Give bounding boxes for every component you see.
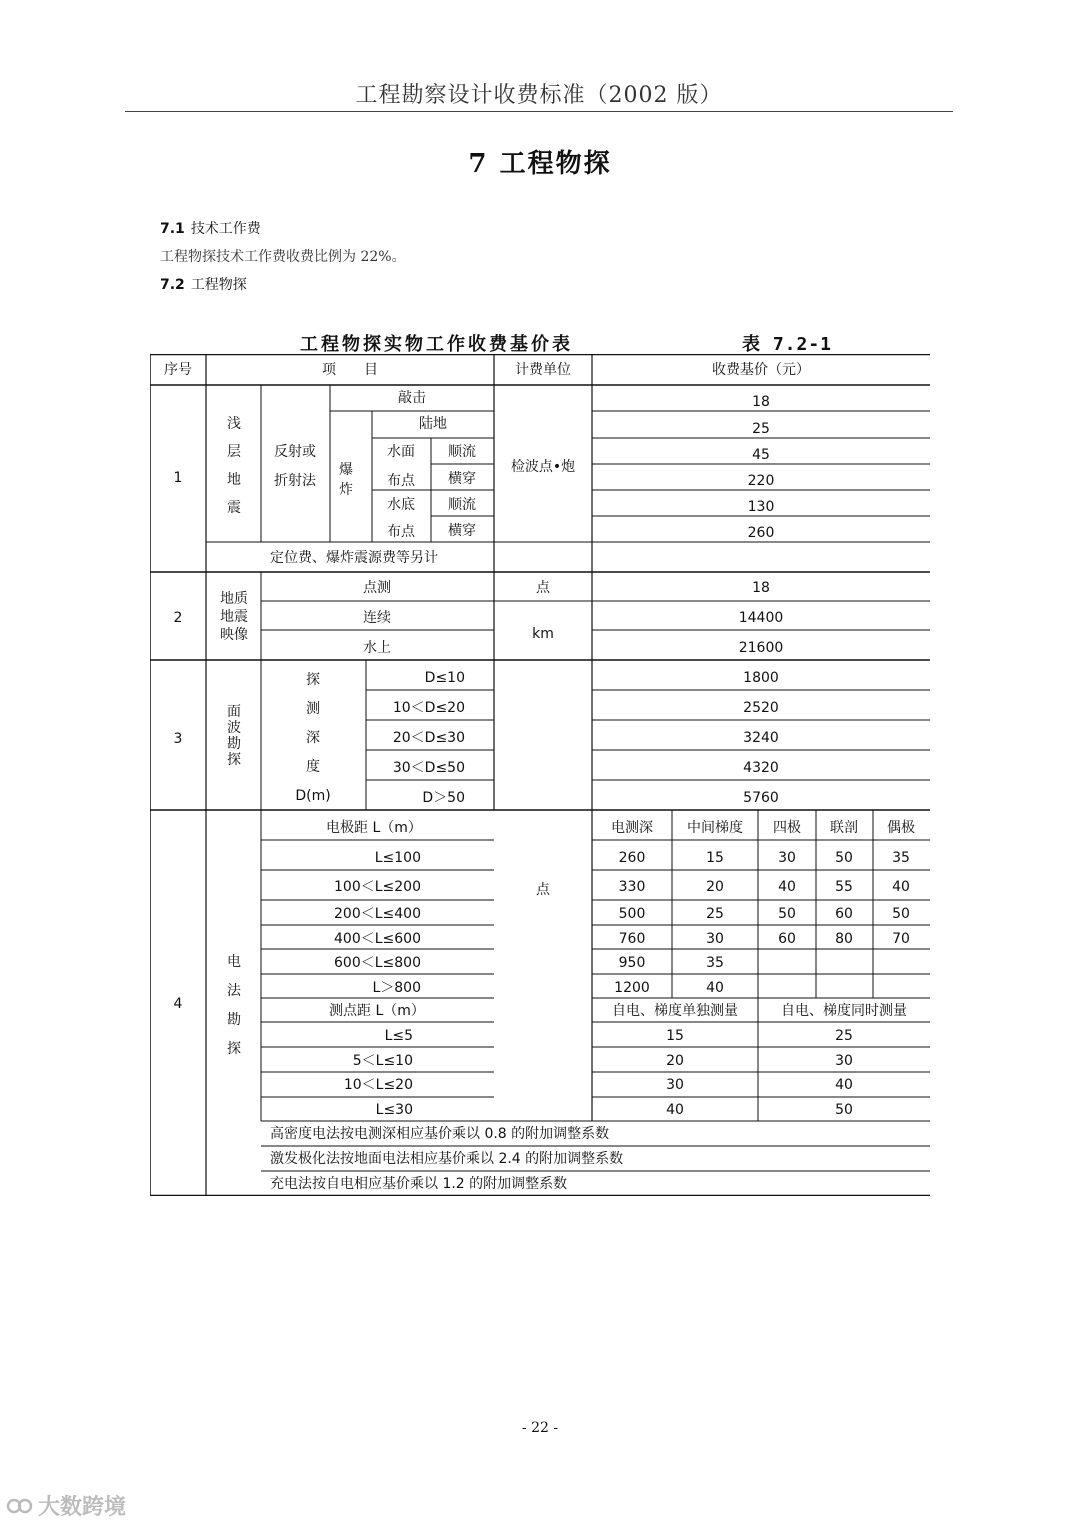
point-distance-label: 测点距 L（m）: [329, 1003, 425, 1019]
table-number: 表 7.2-1: [742, 334, 833, 355]
range-cell: 10＜D≤20: [392, 700, 465, 716]
range-cell: L≤5: [384, 1028, 413, 1044]
group-name-electrical: 电法勘探: [227, 954, 241, 1057]
water-surface-label: 水面: [387, 444, 415, 460]
price-cell: 50: [892, 906, 910, 922]
header-cell-item: 项 目: [322, 362, 378, 378]
price-cell: 260: [618, 850, 646, 866]
group-name-seismic-image: 映像: [220, 627, 248, 643]
group-name-surface-wave: 面波勘探: [227, 704, 241, 768]
section-number: 7.2: [160, 277, 185, 293]
range-cell: 30＜D≤50: [392, 760, 465, 776]
header-rule: [125, 111, 953, 112]
header-cell-price: 收费基价（元）: [712, 362, 810, 378]
page-number: - 22 -: [521, 1420, 559, 1436]
price-cell: 80: [835, 931, 853, 947]
group-note: 激发极化法按地面电法相应基价乘以 2.4 的附加调整系数: [270, 1151, 624, 1167]
price-cell: 1200: [614, 980, 650, 996]
water-surface-label: 布点: [387, 473, 415, 489]
across-label: 横穿: [448, 523, 476, 539]
range-cell: L≤30: [375, 1102, 413, 1118]
range-cell: 100＜L≤200: [334, 879, 421, 895]
price-cell: 20: [706, 879, 724, 895]
method-header-cell: 电测深: [611, 820, 653, 836]
range-cell: 5＜L≤10: [352, 1053, 413, 1069]
unit-cell: 点: [536, 580, 550, 596]
price-cell: 30: [666, 1077, 684, 1093]
price-cell: 30: [706, 931, 724, 947]
range-cell: 400＜L≤600: [334, 931, 421, 947]
price-cell: 25: [835, 1028, 853, 1044]
range-cell: L＞800: [372, 980, 421, 996]
price-cell: 35: [706, 955, 724, 971]
row-number-4: 4: [173, 996, 183, 1012]
price-cell: 30: [778, 850, 796, 866]
method-header-cell: 联剖: [830, 820, 858, 836]
price-cell: 18: [752, 580, 770, 596]
hammer-label: 敲击: [398, 390, 426, 406]
price-cell: 50: [835, 850, 853, 866]
price-cell: 2520: [743, 700, 779, 716]
price-cell: 40: [666, 1102, 684, 1118]
depth-label: 探测深度: [306, 672, 320, 775]
price-cell: 500: [618, 906, 646, 922]
price-cell: 50: [778, 906, 796, 922]
depth-unit-label: D(m): [295, 788, 331, 804]
water-bottom-label: 布点: [387, 524, 415, 540]
price-cell: 15: [666, 1028, 684, 1044]
range-cell: 10＜L≤20: [343, 1077, 413, 1093]
range-cell: 600＜L≤800: [334, 955, 421, 971]
item-cell: 点测: [363, 580, 391, 596]
price-cell: 40: [706, 980, 724, 996]
price-cell: 330: [618, 879, 646, 895]
price-cell: 1800: [743, 670, 779, 686]
method-header-cell: 中间梯度: [687, 820, 743, 836]
point-header-cell: 自电、梯度同时测量: [781, 1003, 907, 1019]
range-cell: 200＜L≤400: [334, 906, 421, 922]
land-label: 陆地: [419, 416, 447, 432]
body-paragraph: 工程物探技术工作费收费比例为 22%。: [160, 249, 406, 265]
price-cell: 760: [618, 931, 646, 947]
unit-cell: 点: [536, 882, 550, 898]
item-cell: 水上: [363, 640, 391, 656]
section-title: 工程物探: [190, 277, 247, 293]
price-cell: 260: [747, 525, 775, 541]
row-number-2: 2: [173, 610, 183, 626]
price-cell: 45: [752, 447, 770, 463]
range-cell: D＞50: [422, 790, 465, 806]
watermark-text: 大数跨境: [38, 1495, 127, 1520]
price-cell: 25: [706, 906, 724, 922]
across-label: 横穿: [448, 471, 476, 487]
price-cell: 60: [778, 931, 796, 947]
method-label: 折射法: [274, 473, 316, 489]
group-note: 高密度电法按电测深相应基价乘以 0.8 的附加调整系数: [270, 1126, 610, 1142]
price-cell: 14400: [738, 610, 784, 626]
price-cell: 40: [892, 879, 910, 895]
price-cell: 950: [618, 955, 646, 971]
along-label: 顺流: [448, 497, 476, 513]
watermark: [6, 1490, 126, 1521]
price-cell: 130: [747, 499, 775, 515]
point-header-cell: 自电、梯度单独测量: [612, 1003, 738, 1019]
row-number-3: 3: [173, 731, 183, 747]
method-header-cell: 偶极: [887, 820, 915, 836]
price-cell: 60: [835, 906, 853, 922]
price-cell: 220: [747, 473, 775, 489]
header-cell-number: 序号: [164, 362, 192, 378]
section-title: 技术工作费: [190, 221, 261, 237]
blast-label: 爆炸: [339, 462, 353, 498]
group-name-shallow-seismic: 浅层地震: [227, 416, 241, 516]
range-cell: 20＜D≤30: [392, 730, 465, 746]
section-heading-7-1: [160, 218, 261, 238]
price-cell: 18: [752, 394, 770, 410]
price-cell: 55: [835, 879, 853, 895]
method-label: 反射或: [274, 444, 316, 460]
price-cell: 40: [778, 879, 796, 895]
price-cell: 25: [752, 421, 770, 437]
group-name-seismic-image: 地震: [220, 609, 248, 625]
price-cell: 40: [835, 1077, 853, 1093]
section-heading-7-2: [160, 274, 247, 294]
chapter-title: 7 工程物探: [468, 149, 612, 179]
unit-cell: 检波点•炮: [510, 459, 576, 475]
unit-cell: km: [532, 626, 554, 642]
fee-table-grid: [150, 354, 930, 1196]
item-cell: 连续: [363, 610, 391, 626]
price-cell: 4320: [743, 760, 779, 776]
fee-table: [150, 354, 930, 1196]
row-number-1: 1: [173, 470, 183, 486]
range-cell: D≤10: [424, 670, 465, 686]
electrode-label: 电极距 L（m）: [326, 820, 422, 836]
method-header-cell: 四极: [773, 820, 801, 836]
price-cell: 20: [666, 1053, 684, 1069]
price-cell: 21600: [738, 640, 784, 656]
price-cell: 30: [835, 1053, 853, 1069]
section-number: 7.1: [160, 221, 185, 237]
group-name-seismic-image: 地质: [220, 591, 248, 607]
table-caption: 工程物探实物工作收费基价表: [300, 334, 573, 355]
price-cell: 50: [835, 1102, 853, 1118]
price-cell: 15: [706, 850, 724, 866]
range-cell: L≤100: [374, 850, 421, 866]
along-label: 顺流: [448, 444, 476, 460]
header-cell-unit: 计费单位: [515, 362, 571, 378]
price-cell: 35: [892, 850, 910, 866]
price-cell: 5760: [743, 790, 779, 806]
price-cell: 3240: [743, 730, 779, 746]
watermark-logo-icon: [6, 1494, 34, 1518]
group-note: 定位费、爆炸震源费等另计: [270, 550, 438, 566]
price-cell: 70: [892, 931, 910, 947]
group-note: 充电法按自电相应基价乘以 1.2 的附加调整系数: [270, 1176, 568, 1192]
water-bottom-label: 水底: [387, 497, 415, 513]
running-header: 工程勘察设计收费标准（2002 版）: [355, 83, 723, 108]
